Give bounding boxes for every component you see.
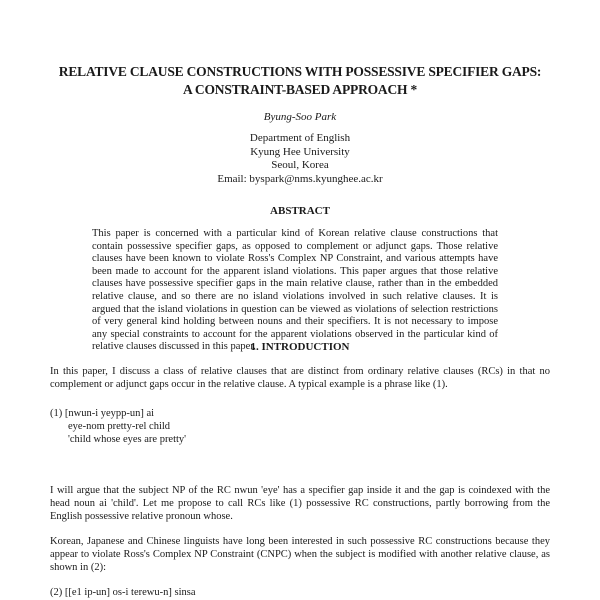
- intro-paragraph-1: In this paper, I discuss a class of relative clauses that are distinct from ordinary relative clauses (RCs) in that no complement or adjunct gaps occur in the relative clause. A typical example is a phrase like (1).: [50, 366, 550, 390]
- intro-paragraph-3: Korean, Japanese and Chinese linguists have long been interested in such possessive RC constructions because they appear to violate Ross's Complex NP Constraint (CNPC) when the subject is modified with another relative clause, as shown in (2):: [50, 536, 550, 573]
- affiliation-university: Kyung Hee University: [250, 145, 350, 158]
- intro-paragraph-2: I will argue that the subject NP of the RC nwun 'eye' has a specifier gap inside it and the gap is coindexed with the head noun ai 'child'. Let me propose to call RCs like (1) possessive RC constructions, partly borrowing from the English possessive relative pronoun whose.: [50, 485, 550, 522]
- section-heading-introduction: 1. INTRODUCTION: [250, 341, 350, 353]
- paper-title-line-1: RELATIVE CLAUSE CONSTRUCTIONS WITH POSSESSIVE SPECIFIER GAPS:: [58, 64, 542, 79]
- example-1-gloss: eye-nom pretty-rel child: [68, 421, 171, 432]
- example-1-translation: 'child whose eyes are pretty': [68, 434, 187, 445]
- example-1: [50, 407, 550, 446]
- affiliation-city: Seoul, Korea: [271, 159, 329, 172]
- example-1-line-1: (1) [nwun-i yeypp-un] ai: [50, 408, 155, 419]
- affiliation-block: [0, 132, 600, 186]
- affiliation-department: Department of English: [249, 132, 351, 144]
- abstract-body: This paper is concerned with a particular kind of Korean relative clause constructions that contain possessive specifier gaps, as opposed to complement or adjunct gaps. Those relative clauses have been known to violate Ross's Complex NP Constraint, and various attempts have been made to account for the apparent island violations. This paper argues that those relative clauses have possessive specifier gaps in the main relative clause, rather than in the embedded relative clause, and so there are no island violations involved in such relative clauses. It is argued that the island violations in question can be viewed as violations of selection restrictions of very general kind holding between nouns and their specifiers. It is not necessary to impose any special constraints to account for the apparent violations observed in the particular kind of relative clauses discussed in this paper.: [92, 228, 498, 353]
- affiliation-email: Email: byspark@nms.kyunghee.ac.kr: [217, 172, 383, 185]
- example-2-line-1: (2) [[e1 ip-un] os-i terewu-n] sinsa: [50, 587, 196, 598]
- author-name: Byung-Soo Park: [263, 111, 337, 123]
- abstract-heading: ABSTRACT: [270, 205, 330, 217]
- paper-title-line-2: A CONSTRAINT-BASED APPROACH *: [182, 82, 418, 97]
